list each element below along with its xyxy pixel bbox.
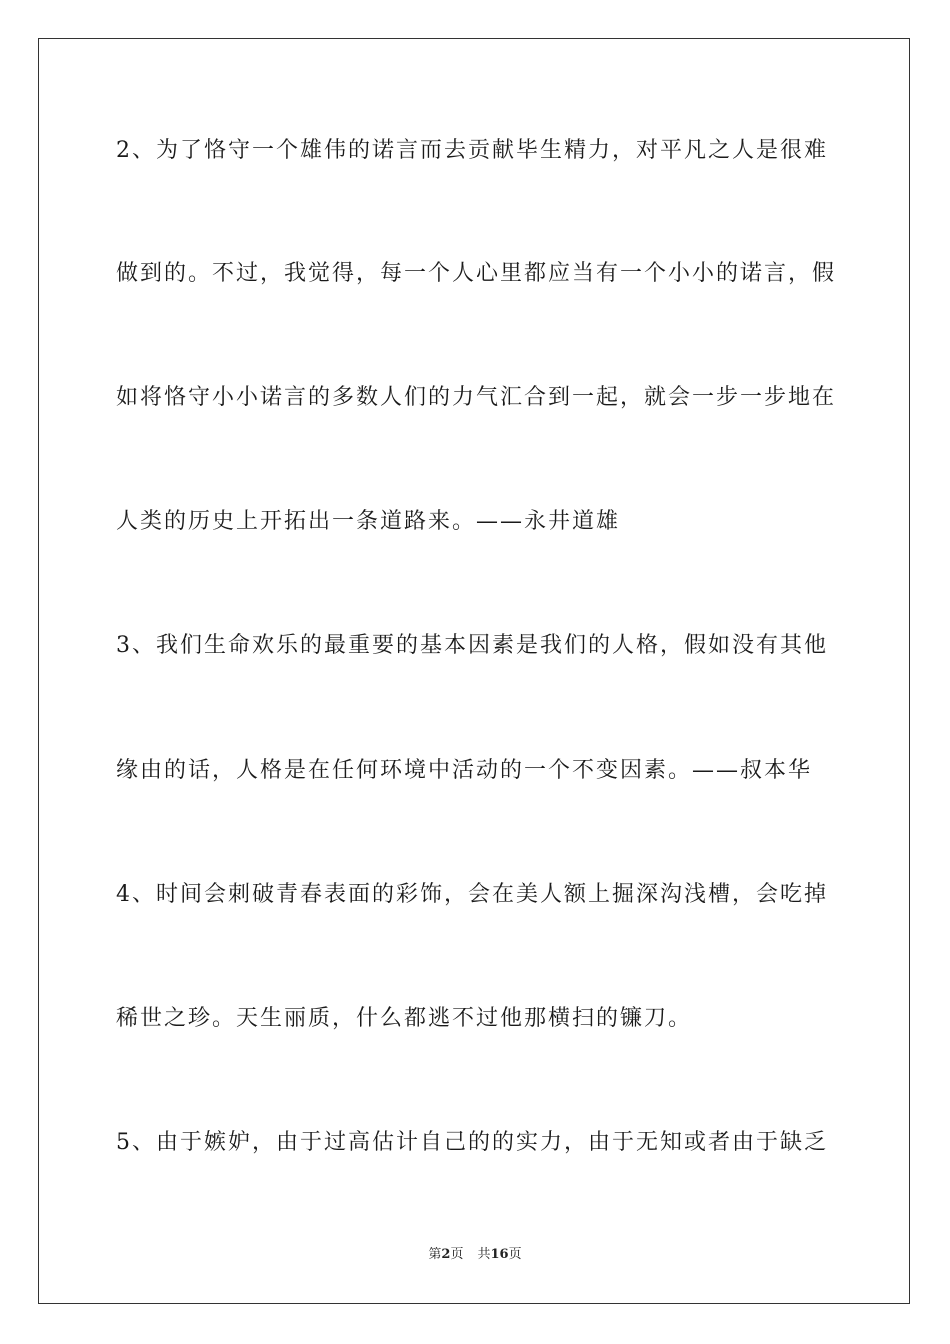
total-label: 共16页 [477, 1247, 522, 1262]
page-label: 第2页 [428, 1247, 464, 1262]
page-footer [0, 1246, 950, 1264]
text-line-6: 缘由的话，人格是在任何环境中活动的一个不变因素。——叔本华 [116, 758, 813, 783]
text-line-5: 3、我们生命欢乐的最重要的基本因素是我们的人格，假如没有其他 [116, 633, 828, 658]
page-border [38, 38, 910, 1304]
text-line-8: 稀世之珍。天生丽质，什么都逃不过他那横扫的镰刀。 [116, 1006, 693, 1031]
text-line-1: 2、为了恪守一个雄伟的诺言而去贡献毕生精力，对平凡之人是很难 [116, 138, 828, 163]
text-line-3: 如将恪守小小诺言的多数人们的力气汇合到一起，就会一步一步地在 [116, 385, 836, 410]
text-line-9: 5、由于嫉妒，由于过高估计自己的的实力，由于无知或者由于缺乏 [116, 1130, 828, 1155]
total-pages: 16 [490, 1247, 509, 1262]
text-line-4: 人类的历史上开拓出一条道路来。——永井道雄 [116, 509, 621, 534]
text-line-7: 4、时间会刺破青春表面的彩饰，会在美人额上掘深沟浅槽，会吃掉 [116, 882, 828, 907]
text-line-2: 做到的。不过，我觉得，每一个人心里都应当有一个小小的诺言，假 [116, 261, 836, 286]
page-number: 2 [441, 1247, 451, 1262]
